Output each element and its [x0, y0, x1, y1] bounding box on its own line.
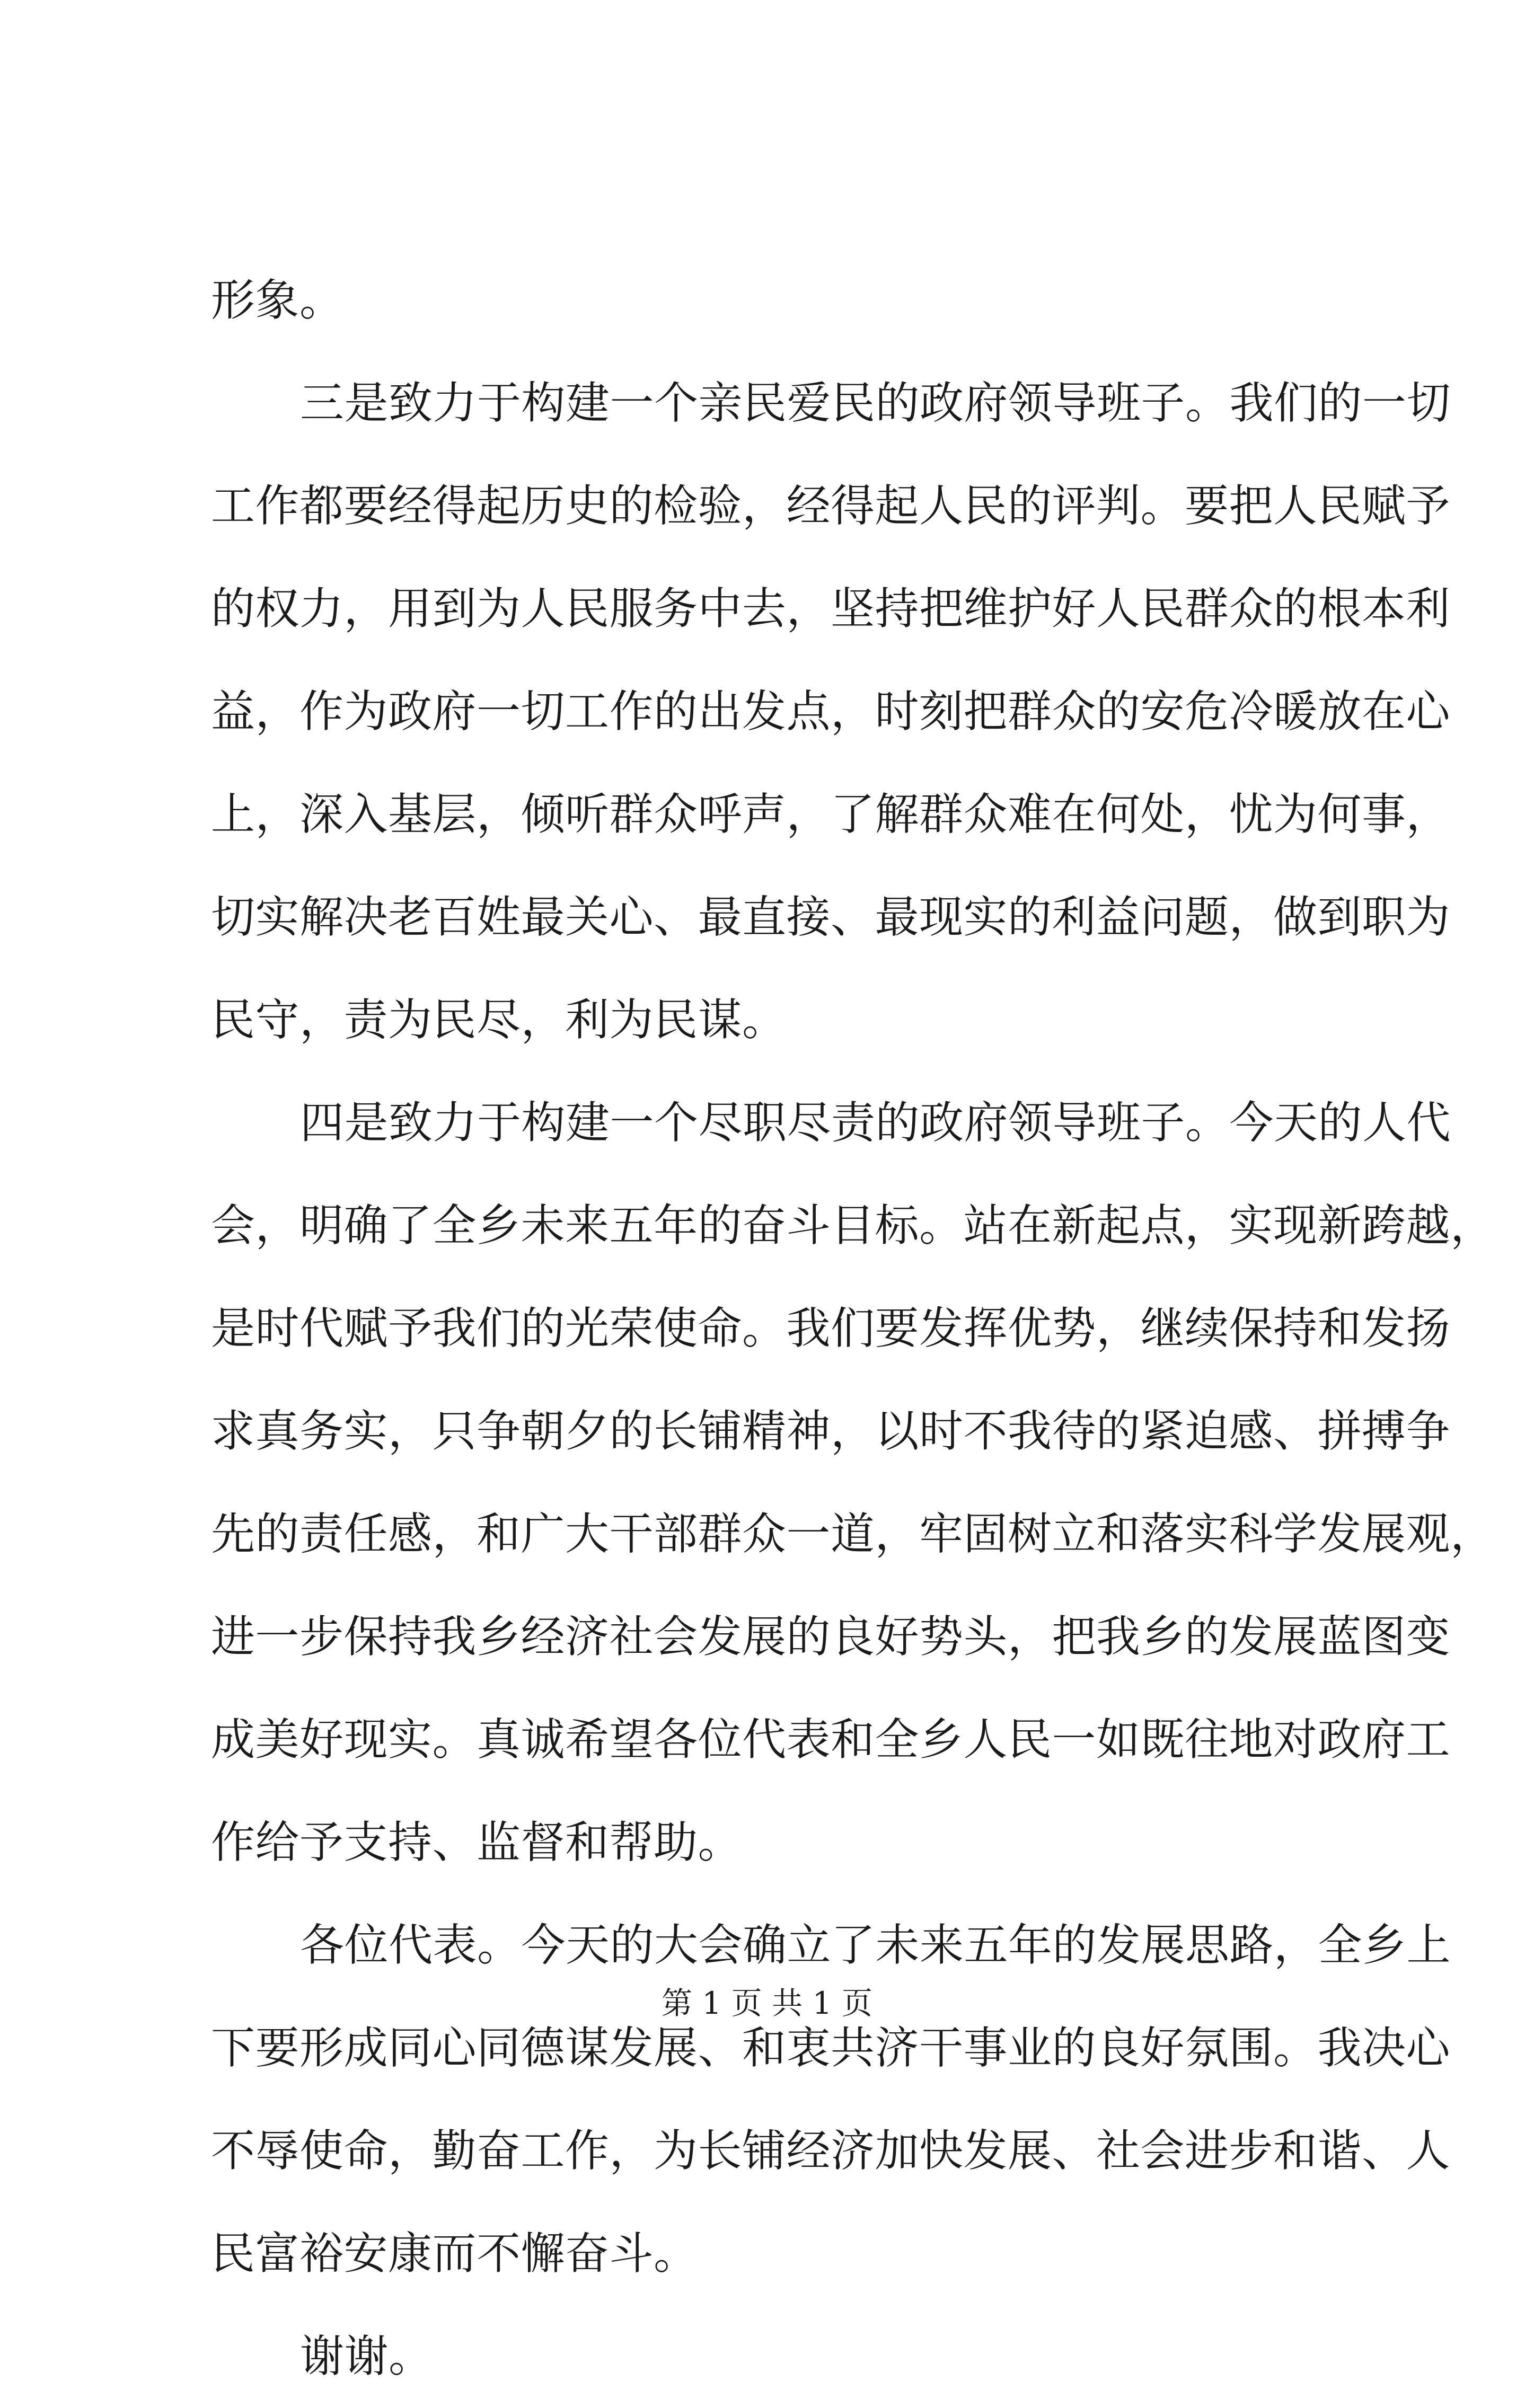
text-line: 进一步保持我乡经济社会发展的良好势头，把我乡的发展蓝图变: [211, 1611, 1450, 1662]
text-line: 形象。: [211, 275, 344, 326]
text-line: 益，作为政府一切工作的出发点，时刻把群众的安危冷暖放在心: [211, 686, 1450, 737]
text-line: 先的责任感，和广大干部群众一道，牢固树立和落实科学发展观，: [211, 1508, 1495, 1560]
text-line: 谢谢。: [300, 2331, 433, 2382]
text-line: 三是致力于构建一个亲民爱民的政府领导班子。我们的一切: [300, 377, 1451, 429]
text-line: 求真务实，只争朝夕的长铺精神，以时不我待的紧迫感、拼搏争: [211, 1405, 1450, 1457]
text-line: 不辱使命，勤奋工作，为长铺经济加快发展、社会进步和谐、人: [211, 2125, 1450, 2176]
text-line: 各位代表。今天的大会确立了未来五年的发展思路，全乡上: [300, 1919, 1451, 1971]
text-line: 工作都要经得起历史的检验，经得起人民的评判。要把人民赋予: [211, 480, 1450, 532]
text-line: 四是致力于构建一个尽职尽责的政府领导班子。今天的人代: [300, 1097, 1451, 1148]
text-line: 上，深入基层，倾听群众呼声，了解群众难在何处，忧为何事，: [211, 789, 1450, 840]
document-body: [211, 249, 1495, 2408]
text-line: 作给予支持、监督和帮助。: [211, 1817, 742, 1868]
text-line: 的权力，用到为人民服务中去，坚持把维护好人民群众的根本利: [211, 583, 1450, 634]
text-line: 民富裕安康而不懈奋斗。: [211, 2228, 698, 2279]
text-line: 是时代赋予我们的光荣使命。我们要发挥优势，继续保持和发扬: [211, 1303, 1450, 1354]
text-line: 下要形成同心同德谋发展、和衷共济干事业的良好氛围。我决心: [211, 2022, 1450, 2074]
text-line: 会，明确了全乡未来五年的奋斗目标。站在新起点，实现新跨越，: [211, 1200, 1495, 1251]
page-footer: 第 1 页 共 1 页: [662, 1985, 872, 2021]
text-line: 切实解决老百姓最关心、最直接、最现实的利益问题，做到职为: [211, 891, 1450, 943]
text-line: 民守，责为民尽，利为民谋。: [211, 994, 787, 1046]
text-line: 成美好现实。真诚希望各位代表和全乡人民一如既往地对政府工: [211, 1714, 1450, 1765]
